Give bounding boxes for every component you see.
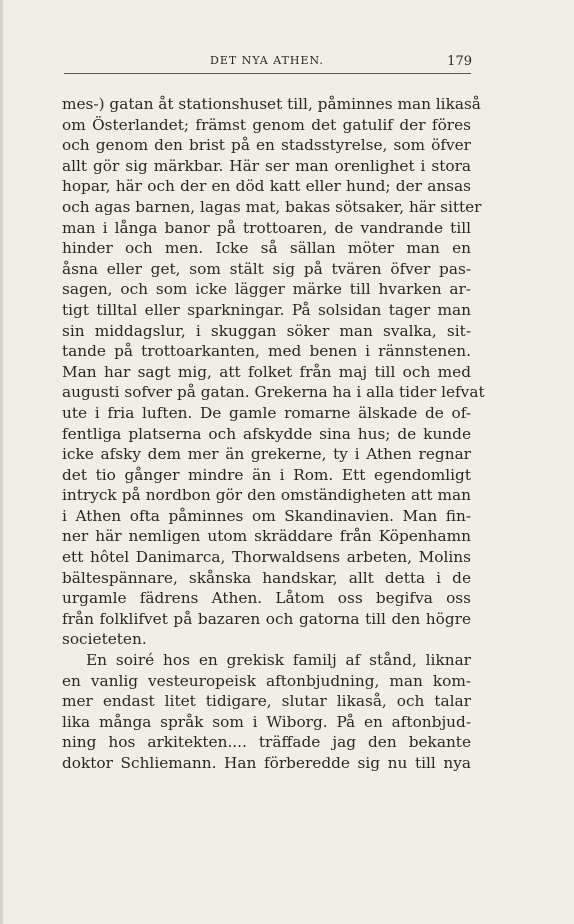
text-line: åsna eller get, som stält sig på tvären öfver pas- (62, 259, 471, 278)
text-line: doktor Schliemann. Han förberedde sig nu till nya (62, 754, 471, 772)
text-line: sagen, och som icke lägger märke till hvarken ar- (62, 280, 471, 299)
text-line: hinder och men. Icke så sällan möter man en (62, 239, 471, 258)
page-number: 179 (447, 54, 472, 69)
text-line: fentliga platserna och afskydde sina hus; de kunde (62, 424, 471, 443)
text-line: mes-) gatan åt stationshuset till, påminnes man likaså (62, 95, 481, 113)
text-line: En soiré hos en grekisk familj af stånd, liknar (86, 651, 471, 670)
text-line: icke afsky dem mer än grekerne, ty i Athen regnar (62, 445, 471, 464)
text-line: ner här nemligen utom skräddare från Köpenhamn (62, 527, 471, 546)
text-line: Man har sagt mig, att folket från maj till och med (62, 362, 471, 381)
text-line: augusti sofver på gatan. Grekerna ha i alla tider lefvat (62, 383, 485, 402)
text-line: i Athen ofta påminnes om Skandinavien. Man fin- (62, 506, 471, 525)
text-line: om Österlandet; främst genom det gatulif der föres (62, 115, 471, 134)
text-line: en vanlig vesteuropeisk aftonbjudning, man kom- (62, 671, 471, 690)
text-line: det tio gånger mindre än i Rom. Ett egendomligt (62, 465, 471, 484)
page-edge (0, 0, 3, 924)
text-line: ute i fria luften. De gamle romarne älskade de of- (62, 403, 471, 422)
text-line: intryck på nordbon gör den omständigheten att man (62, 486, 471, 505)
text-line: urgamle fädrens Athen. Låtom oss begifva oss (62, 589, 471, 608)
running-title: DET NYA ATHEN. (210, 54, 324, 67)
text-line: och agas barnen, lagas mat, bakas sötsaker, här sitter (62, 197, 482, 216)
text-line: mer endast litet tidigare, slutar likaså, och talar (62, 692, 471, 711)
text-line: ning hos arkitekten.... träffade jag den bekante (62, 733, 471, 752)
text-line: allt gör sig märkbar. Här ser man orenlighet i stora (62, 156, 471, 175)
body-text (62, 94, 485, 774)
text-line: ett hôtel Danimarca, Thorwaldsens arbeten, Molins (62, 548, 471, 567)
text-line: lika många språk som i Wiborg. På en aftonbjud- (62, 712, 471, 731)
text-line: och genom den brist på en stadsstyrelse, som öfver (62, 136, 471, 155)
text-line: sin middagslur, i skuggan söker man svalka, sit- (62, 321, 471, 340)
text-line: tigt tilltal eller sparkningar. På solsidan tager man (62, 300, 471, 319)
text-line: från folklifvet på bazaren och gatorna till den högre (62, 609, 471, 628)
text-line: societeten. (62, 630, 147, 649)
running-head (62, 52, 472, 72)
header-rule (64, 73, 471, 74)
text-line: bältespännare, skånska handskar, allt detta i de (62, 568, 471, 587)
text-line: hopar, här och der en död katt eller hund; der ansas (62, 177, 471, 196)
text-line: tande på trottoarkanten, med benen i rännstenen. (62, 342, 471, 361)
text-line: man i långa banor på trottoaren, de vandrande till (62, 218, 471, 237)
